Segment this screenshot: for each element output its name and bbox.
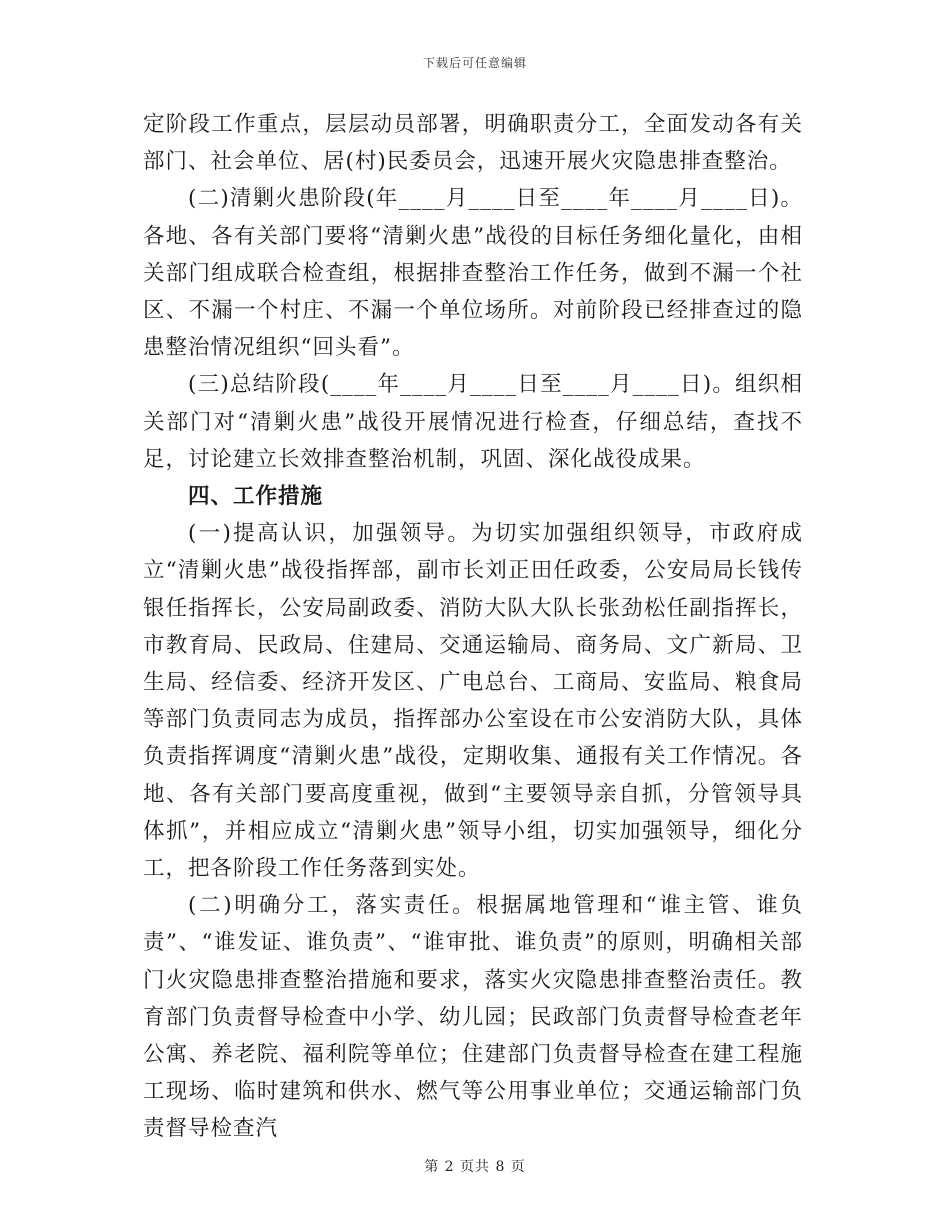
paragraph-responsibility: (二)明确分工，落实责任。根据属地管理和“谁主管、谁负责”、“谁发证、谁负责”、“谁审批、谁负责”的原则，明确相关部门火灾隐患排查整治措施和要求，落实火灾隐患排查整治责任。教育部门负责督导检查中小学、幼儿园；民政部门负责督导检查老年公寓、养老院、福利院等单位；住建部门负责督导检查在建工程施工现场、临时建筑和供水、燃气等公用事业单位；交通运输部门负责督导检查汽 (143, 893, 803, 1142)
paragraph-clearing-stage: (二)清剿火患阶段(年____月____日至____年____月____日)。各地、各有关部门要将“清剿火患”战役的目标任务细化量化，由相关部门组成联合检查组，根据排查整治工作任务，做到不漏一个社区、不漏一个村庄、不漏一个单位场所。对前阶段已经排查过的隐患整治情况组织“回头看”。 (143, 186, 803, 361)
paragraph-stage-continuation: 定阶段工作重点，层层动员部署，明确职责分工，全面发动各有关部门、社会单位、居(村)民委员会，迅速开展火灾隐患排查整治。 (143, 112, 803, 175)
section-heading-measures: 四、工作措施 (188, 484, 324, 510)
paragraph-leadership: (一)提高认识，加强领导。为切实加强组织领导，市政府成立“清剿火患”战役指挥部，副市长刘正田任政委，公安局局长钱传银任指挥长，公安局副政委、消防大队大队长张劲松任副指挥长，市教育局、民政局、住建局、交通运输局、商务局、文广新局、卫生局、经信委、经济开发区、广电总台、工商局、安监局、粮食局等部门负责同志为成员，指挥部办公室设在市公安消防大队，具体负责指挥调度“清剿火患”战役，定期收集、通报有关工作情况。各地、各有关部门要高度重视，做到“主要领导亲自抓，分管领导具体抓”，并相应成立“清剿火患”领导小组，切实加强领导，细化分工，把各阶段工作任务落到实处。 (143, 521, 803, 882)
document-body (143, 106, 803, 1148)
page-number-footer: 第 2 页共 8 页 (424, 1159, 526, 1175)
page-header-note: 下载后可任意编辑 (422, 56, 527, 70)
paragraph-summary-stage: (三)总结阶段(____年____月____日至____月____日)。组织相关部门对“清剿火患”战役开展情况进行检查，仔细总结，查找不足，讨论建立长效排查整治机制，巩固、深化战役成果。 (143, 372, 803, 472)
